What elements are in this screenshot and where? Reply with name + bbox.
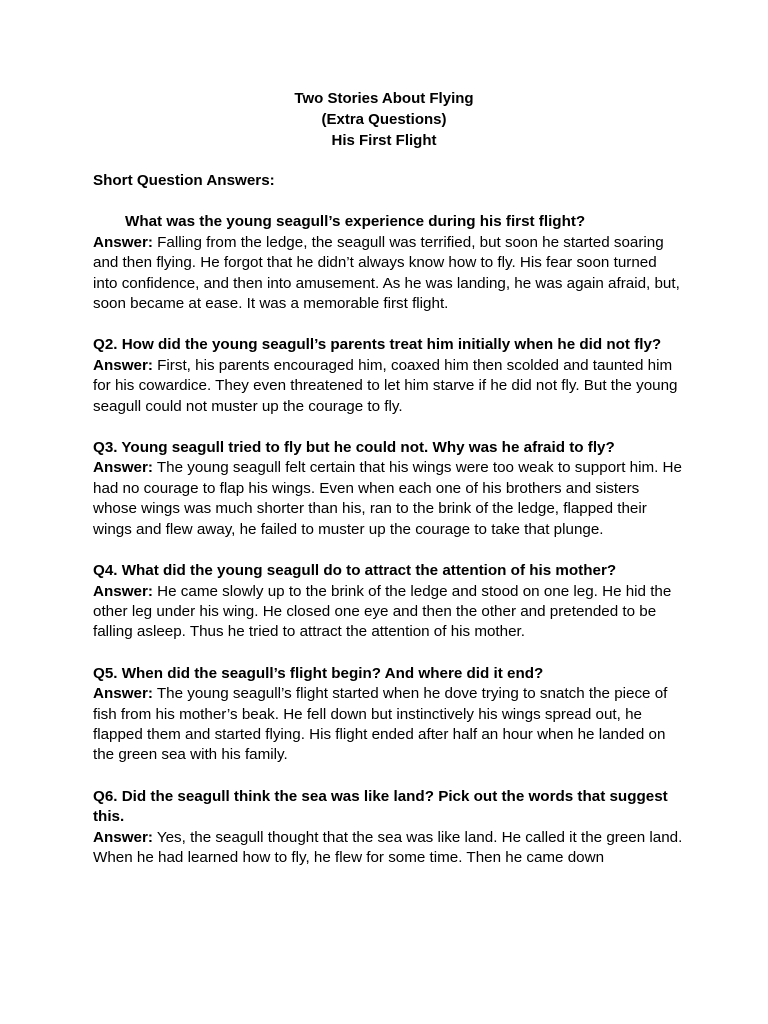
document-subtitle: (Extra Questions) bbox=[321, 111, 447, 128]
question-2: Q2. How did the young seagull’s parents treat him initially when he did not fly? bbox=[93, 336, 662, 354]
question-1: What was the young seagull’s experience during his first flight? bbox=[125, 213, 586, 231]
question-5: Q5. When did the seagull’s flight begin? And where did it end? bbox=[93, 664, 544, 682]
qa-item-5 bbox=[93, 664, 683, 766]
answer-label: Answer: bbox=[93, 828, 153, 846]
document-body bbox=[93, 171, 683, 889]
answer-4 bbox=[93, 582, 683, 643]
qa-item-6 bbox=[93, 787, 683, 869]
answer-1 bbox=[93, 233, 683, 315]
question-6: Q6. Did the seagull think the sea was like land? Pick out the words that suggest this. bbox=[93, 787, 668, 826]
answer-text-4: He came slowly up to the brink of the ledge and stood on one leg. He hid the other leg under his wing. He closed one eye and then the other and pretended to be falling asleep. Thus he tried to attract the attention of his mother. bbox=[93, 582, 672, 641]
section-title: Short Question Answers: bbox=[93, 172, 275, 189]
answer-6 bbox=[93, 828, 683, 869]
answer-5 bbox=[93, 684, 683, 766]
qa-item-4 bbox=[93, 561, 683, 643]
answer-label: Answer: bbox=[93, 685, 153, 703]
answer-text-1: Falling from the ledge, the seagull was terrified, but soon he started soaring and then flying. He forgot that he didn’t always know how to fly. His fear soon turned into confidence, and then into amusement. As he was landing, he was again afraid, but, soon became at ease. It was a memorable first flight. bbox=[93, 233, 680, 313]
answer-3 bbox=[93, 458, 683, 540]
answer-text-2: First, his parents encouraged him, coaxed him then scolded and taunted him for his cowardice. They even threatened to let him starve if he did not fly. But the young seagull could not muster up the courage to fly. bbox=[93, 356, 678, 415]
document-title: Two Stories About Flying bbox=[294, 90, 474, 107]
answer-text-6: Yes, the seagull thought that the sea was like land. He called it the green land. When he had learned how to fly, he flew for some time. Then he came down bbox=[93, 828, 683, 866]
answer-2 bbox=[93, 356, 683, 417]
qa-item-1 bbox=[93, 212, 683, 314]
qa-item-2 bbox=[93, 335, 683, 417]
answer-label: Answer: bbox=[93, 233, 153, 251]
answer-label: Answer: bbox=[93, 356, 153, 374]
question-3: Q3. Young seagull tried to fly but he could not. Why was he afraid to fly? bbox=[93, 439, 615, 457]
answer-text-5: The young seagull’s flight started when he dove trying to snatch the piece of fish from his mother’s beak. He fell down but instinctively his wings spread out, he flapped them and started flying. His flight ended after half an hour when he landed on the green sea with his family. bbox=[93, 685, 668, 764]
answer-text-3: The young seagull felt certain that his wings were too weak to support him. He had no courage to flap his wings. Even when each one of his brothers and sisters whose wings was much shorter than his, ran to the brink of the ledge, flapped their wings and flew away, he failed to muster up the courage to take that plunge. bbox=[93, 459, 682, 538]
answer-label: Answer: bbox=[93, 459, 153, 477]
question-4: Q4. What did the young seagull do to attract the attention of his mother? bbox=[93, 562, 617, 580]
answer-label: Answer: bbox=[93, 582, 153, 600]
chapter-title: His First Flight bbox=[331, 132, 437, 149]
qa-item-3 bbox=[93, 438, 683, 540]
